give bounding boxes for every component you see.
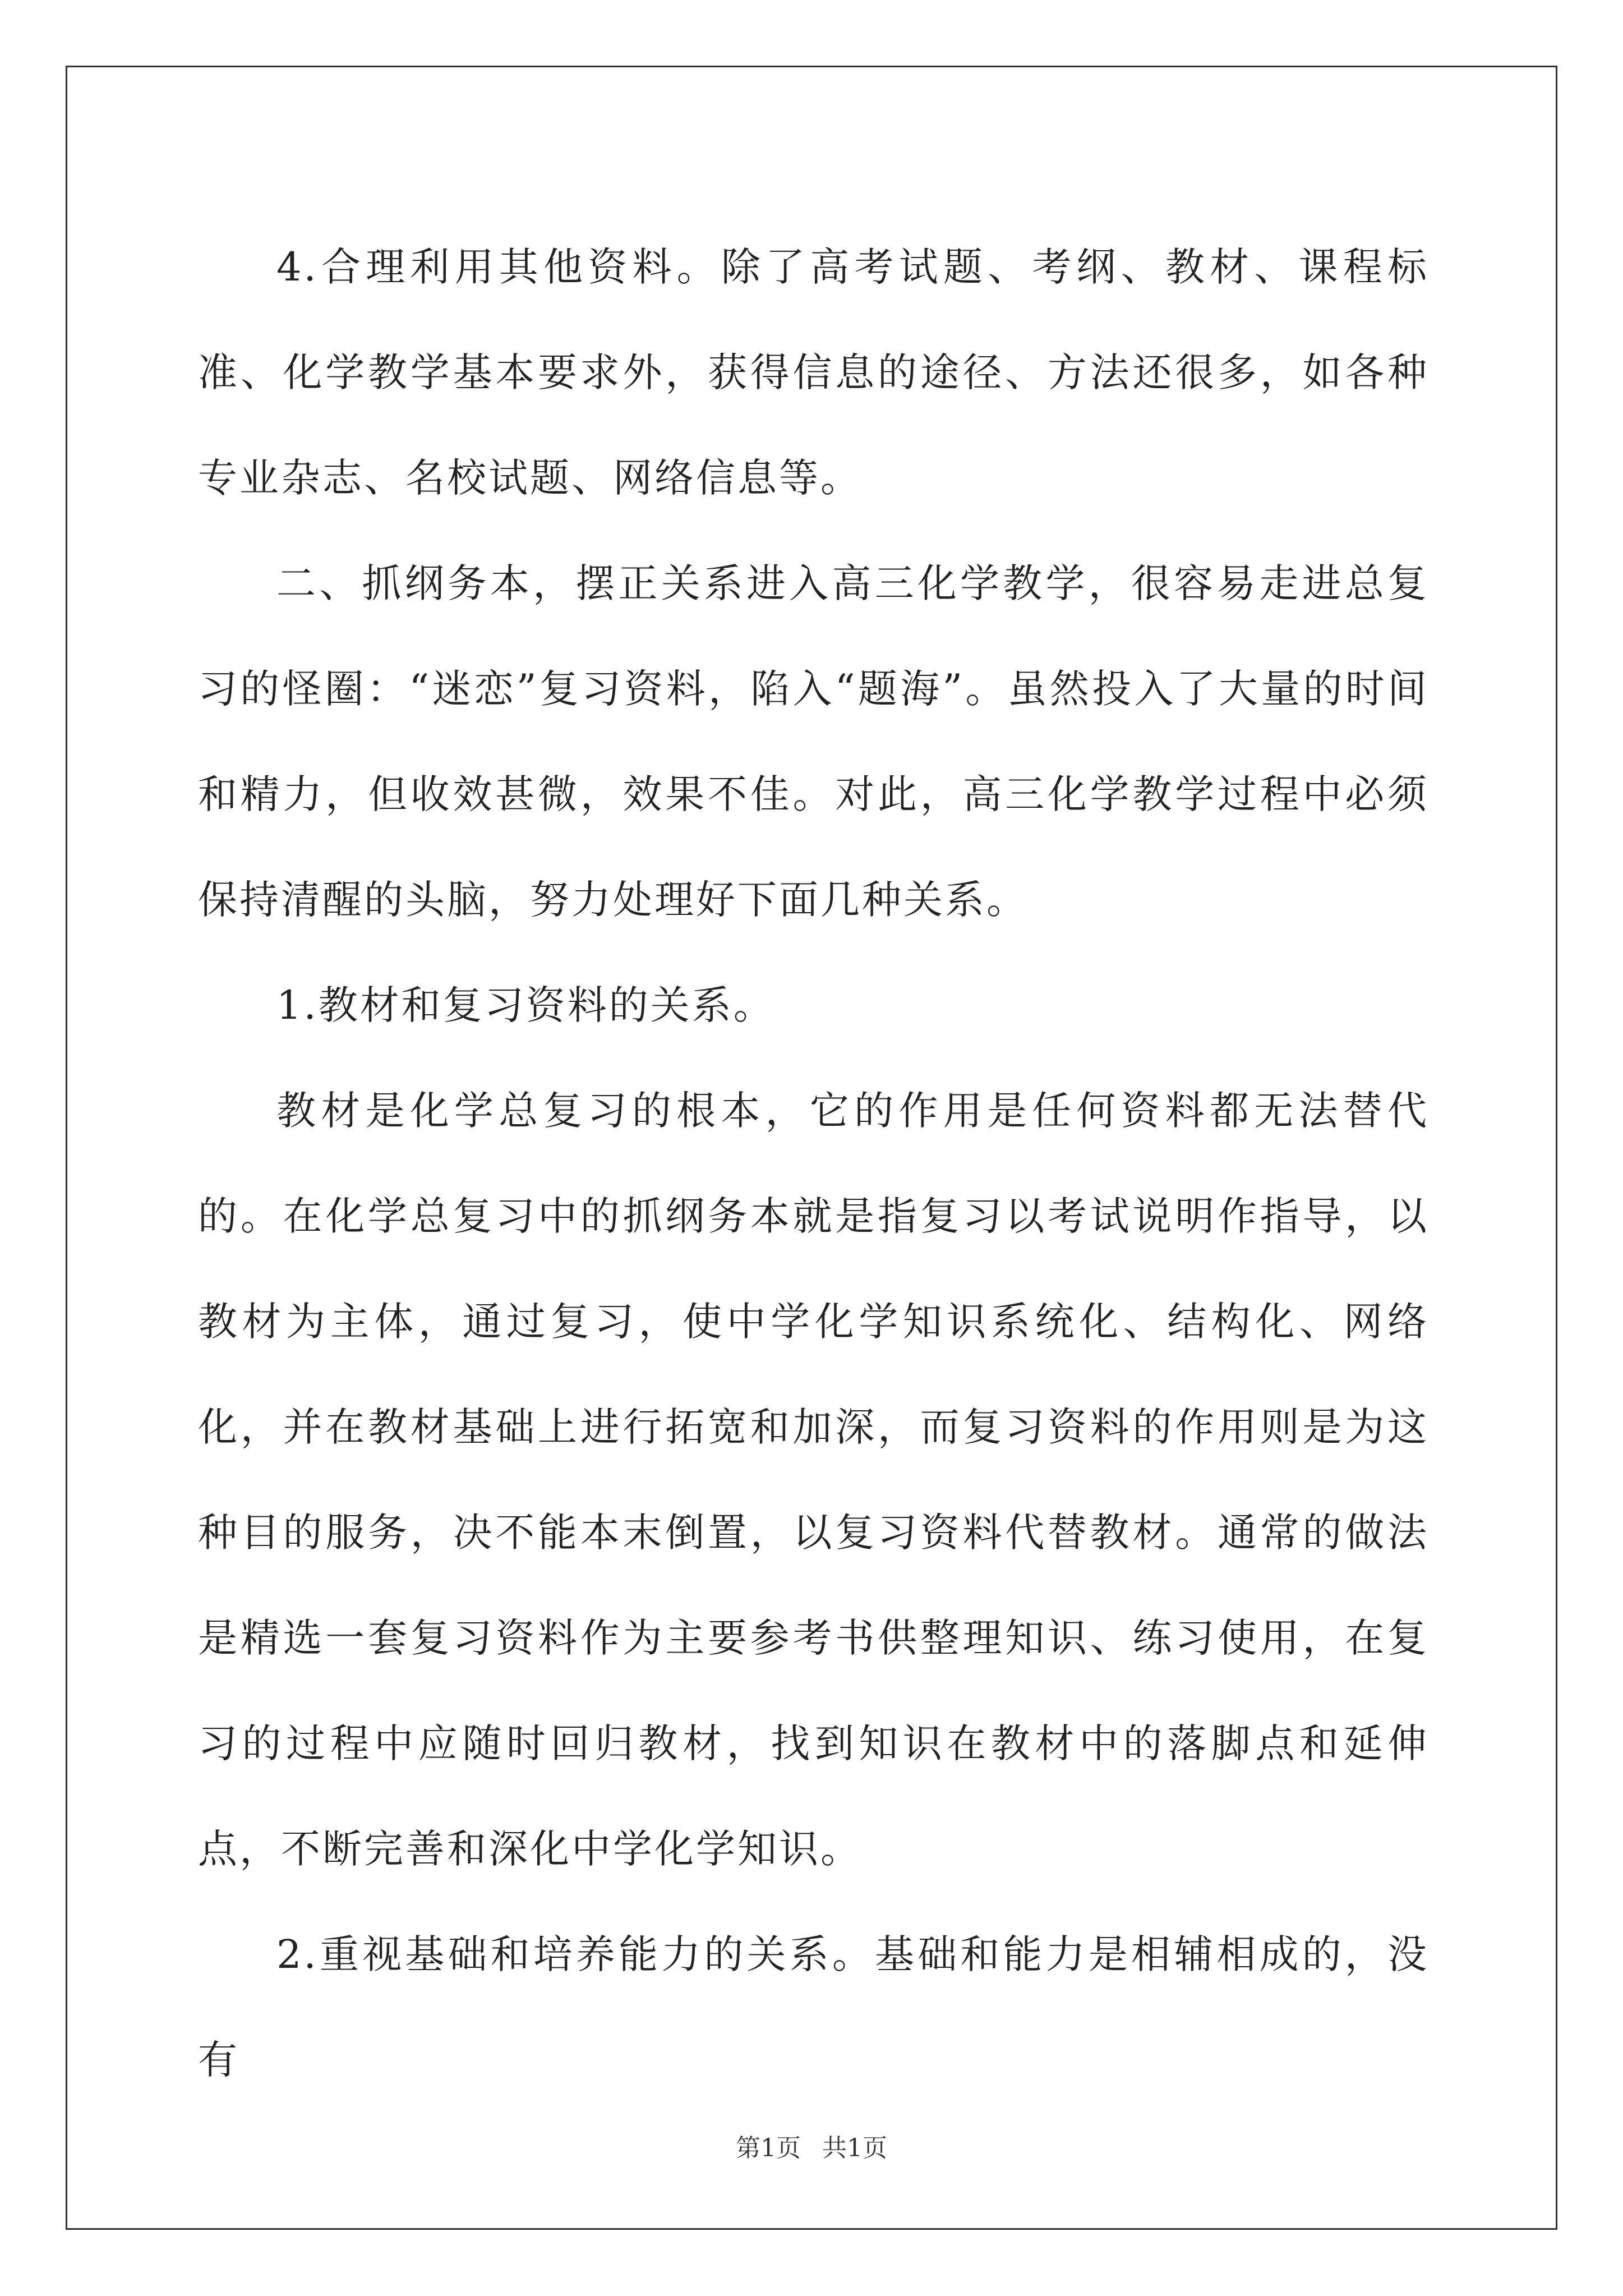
paragraph-2: 二、抓纲务本，摆正关系进入高三化学教学，很容易走进总复习的怪圈：“迷恋”复习资料，陷入“题海”。虽然投入了大量的时间和精力，但收效甚微，效果不佳。对此，高三化学教学过程中必须保持清醒的头脑，努力处理好下面几种关系。 <box>198 560 1429 923</box>
paragraph-4: 教材是化学总复习的根本，它的作用是任何资料都无法替代的。在化学总复习中的抓纲务本就是指复习以考试说明作指导，以教材为主体，通过复习，使中学化学知识系统化、结构化、网络化，并在教材基础上进行拓宽和加深，而复习资料的作用则是为这种目的服务，决不能本末倒置，以复习资料代替教材。通常的做法是精选一套复习资料作为主要参考书供整理知识、练习使用，在复习的过程中应随时回归教材，找到知识在教材中的落脚点和延伸点，不断完善和深化中学化学知识。 <box>198 1088 1429 1872</box>
paragraph-5: 2.重视基础和培养能力的关系。基础和能力是相辅相成的，没有 <box>198 1931 1429 2083</box>
current-page-number: 第1页 <box>736 2134 801 2162</box>
paragraph-1: 4.合理利用其他资料。除了高考试题、考纲、教材、课程标准、化学教学基本要求外，获得信息的途径、方法还很多，如各种专业杂志、名校试题、网络信息等。 <box>198 244 1429 501</box>
paragraph-3: 1.教材和复习资料的关系。 <box>276 982 775 1028</box>
total-pages: 共1页 <box>822 2134 887 2162</box>
page-footer <box>0 2132 1623 2165</box>
document-body <box>198 214 1429 2113</box>
